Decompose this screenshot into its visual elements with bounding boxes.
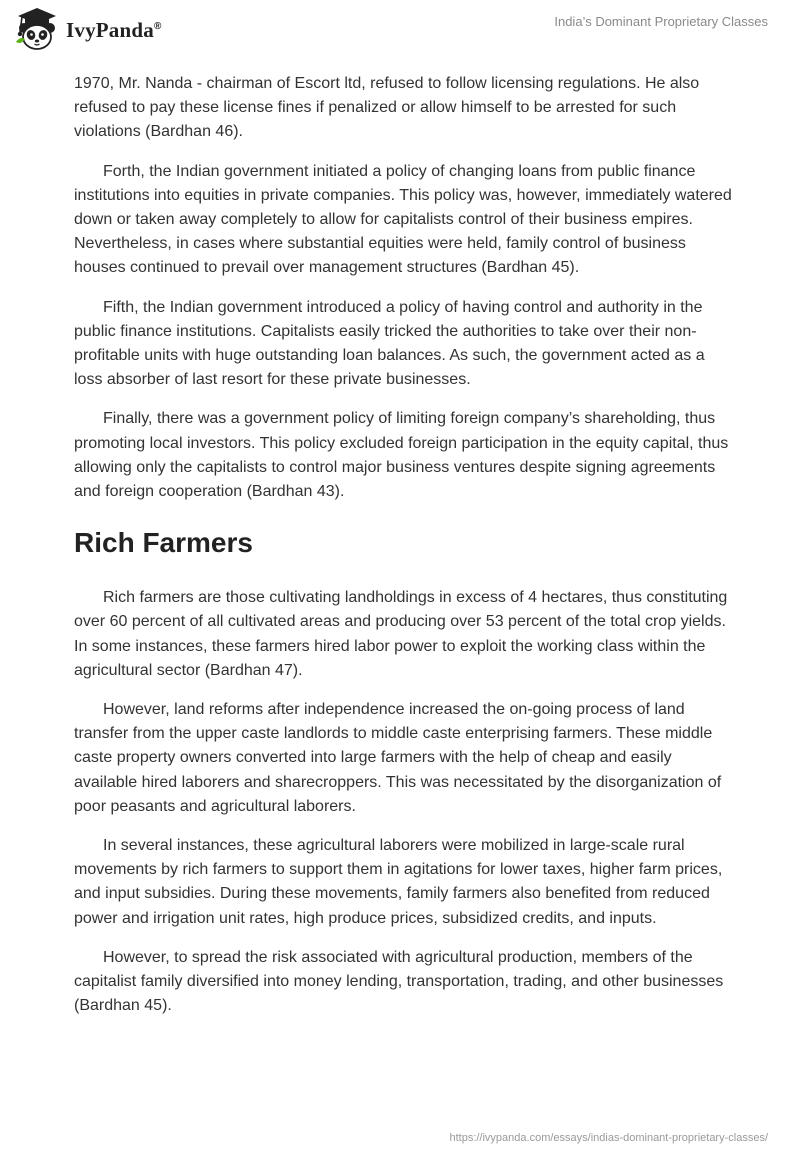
document-title: India’s Dominant Proprietary Classes — [554, 14, 768, 29]
registered-mark: ® — [153, 20, 162, 32]
paragraph-5: Rich farmers are those cultivating landholdings in excess of 4 hectares, thus constituting over 60 percent of all cultivated areas and producing over 53 percent of the total crop yields. In some instances, these farmers hired labor power to exploit the working class within the agricultural sector (Bardhan 47). — [74, 589, 728, 679]
logo-text: IvyPanda® — [66, 17, 162, 42]
ivypanda-logo[interactable] — [14, 6, 162, 52]
paragraph-6: However, land reforms after independence increased the on-going process of land transfer from the upper caste landlords to middle caste enterprising farmers. These middle caste property owners converted into large farmers with the help of cheap and easily available hired laborers and sharecroppers. This was necessitated by the disorganization of poor peasants and agricultural laborers. — [74, 701, 722, 815]
essay-content — [74, 72, 734, 1034]
paragraph-3: Fifth, the Indian government introduced a policy of having control and authority in the public finance institutions. Capitalists easily tricked the authorities to take over their non-profitable units with huge outstanding loan balances. As such, the government acted as a loss absorber of last resort for these private businesses. — [74, 298, 705, 389]
paragraph-8: However, to spread the risk associated with agricultural production, members of the capitalist family diversified into money lending, transportation, trading, and other businesses (Bardhan 45). — [74, 948, 724, 1015]
paragraph-2: Forth, the Indian government initiated a policy of changing loans from public finance institutions into equities in private companies. This policy was, however, immediately watered down or taken away completely to allow for capitalists control of their business empires. Nevertheless, in cases where substantial equities were held, family control of business houses continued to prevail over management structures (Bardhan 45). — [74, 162, 732, 277]
paragraph-1: 1970, Mr. Nanda - chairman of Escort ltd, refused to follow licensing regulations. He also refused to pay these license fines if penalized or allow himself to be arrested for such violations (Bardhan 46). — [74, 75, 700, 141]
panda-graduate-icon — [14, 6, 60, 52]
paragraph-4: Finally, there was a government policy of limiting foreign company’s shareholding, thus promoting local investors. This policy excluded foreign participation in the equity capital, thus allowing only the capitalists to control major business ventures despite signing agreements and foreign cooperation (Bardhan 43). — [74, 410, 729, 501]
page-header — [0, 0, 800, 66]
paragraph-7: In several instances, these agricultural laborers were mobilized in large-scale rural movements by rich farmers to support them in agitations for lower taxes, higher farm prices, and input subsidies. During these movements, family farmers also benefited from reduced power and irrigation unit rates, high produce prices, subsidized credits, and inputs. — [74, 837, 723, 927]
section-heading: Rich Farmers — [74, 527, 253, 559]
source-url[interactable]: https://ivypanda.com/essays/indias-dominant-proprietary-classes/ — [449, 1132, 768, 1144]
